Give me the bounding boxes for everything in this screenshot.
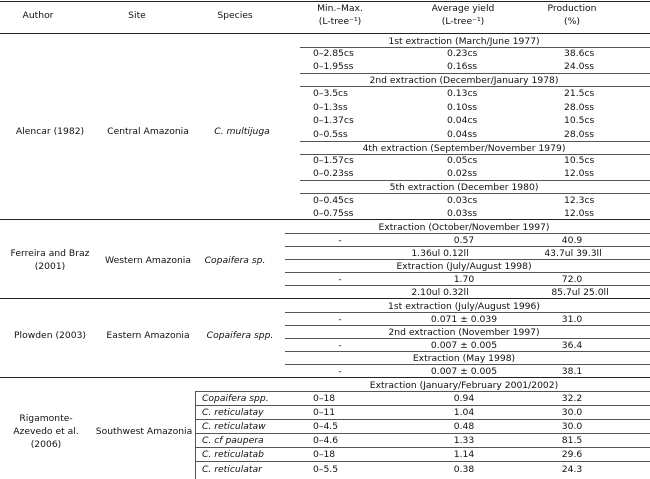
site-cell: Southwest Amazonia [95, 426, 193, 437]
species-cell: Copaifera sp. [204, 255, 266, 266]
minmax-cell: 0–4.6 [313, 435, 339, 446]
minmax-cell: 0–11 [313, 407, 336, 418]
species-cell: Copaifera spp. [206, 330, 274, 341]
minmax-cell: 0–3.5cs [313, 88, 348, 99]
site-cell: Eastern Amazonia [106, 330, 190, 341]
minmax-cell: 0–2.85cs [313, 48, 354, 59]
avg-cell: 0.04ss [447, 129, 478, 140]
avg-cell: 0.23cs [447, 48, 478, 59]
avg-cell: 0.10ss [447, 102, 478, 113]
avg-range-cell: 2.10ul 0.32ll [411, 287, 469, 298]
prod-cell: 30.0 [561, 407, 583, 418]
author-cell-line2: Azevedo et al. [13, 426, 79, 437]
avg-cell: 0.57 [453, 235, 475, 246]
avg-cell: 0.16ss [447, 61, 478, 72]
minmax-cell: 0–5.5 [313, 464, 339, 475]
prod-cell: 36.4 [561, 340, 583, 351]
minmax-cell: - [338, 366, 342, 377]
avg-cell: 1.33 [453, 435, 475, 446]
header-minmax-unit: (L-tree⁻¹) [318, 16, 362, 27]
prod-cell: 72.0 [561, 274, 583, 285]
prod-cell: 12.0ss [564, 208, 595, 219]
avg-cell: 0.04cs [447, 115, 478, 126]
prod-cell: 10.5cs [564, 115, 595, 126]
table-top-rule [0, 1, 650, 2]
prod-cell: 21.5cs [564, 88, 595, 99]
prod-cell: 32.2 [561, 393, 583, 404]
header-production: Production [547, 3, 597, 14]
species-cell: Copaifera spp. [202, 393, 269, 404]
author-cell-line3: (2006) [30, 439, 62, 450]
minmax-cell: 0–1.3ss [313, 102, 348, 113]
minmax-cell: 0–0.45cs [313, 195, 354, 206]
minmax-cell: 0–1.95ss [313, 61, 354, 72]
author-cell: Plowden (2003) [13, 330, 87, 341]
avg-cell: 0.007 ± 0.005 [430, 366, 498, 377]
extraction-label: Extraction (July/August 1998) [396, 261, 532, 272]
author-cell-line2: (2001) [34, 261, 66, 272]
avg-cell: 0.05cs [447, 155, 478, 166]
author-cell: Ferreira and Braz [10, 248, 90, 259]
avg-cell: 0.03cs [447, 195, 478, 206]
prod-cell: 12.3cs [564, 195, 595, 206]
prod-cell: 24.0ss [564, 61, 595, 72]
extraction-label: Extraction (October/November 1997) [378, 222, 550, 233]
extraction-label: 5th extraction (December 1980) [389, 182, 539, 193]
extraction-label: Extraction (May 1998) [412, 353, 516, 364]
group-divider [0, 377, 650, 378]
minmax-cell: 0–4.5 [313, 421, 339, 432]
species-cell: C. reticulatar [202, 464, 262, 475]
author-cell: Alencar (1982) [15, 126, 85, 137]
prod-range-cell: 85.7ul 25.0ll [551, 287, 609, 298]
extraction-label: 1st extraction (March/June 1977) [388, 36, 540, 47]
prod-cell: 40.9 [561, 235, 583, 246]
prod-cell: 10.5cs [564, 155, 595, 166]
species-cell: C. cf paupera [202, 435, 264, 446]
minmax-cell: - [338, 274, 342, 285]
species-cell: C. reticulatab [202, 449, 264, 460]
group-divider [0, 298, 650, 299]
avg-cell: 0.94 [453, 393, 475, 404]
avg-cell: 0.13cs [447, 88, 478, 99]
avg-cell: 0.03ss [447, 208, 478, 219]
avg-cell: 0.02ss [447, 168, 478, 179]
prod-cell: 12.0ss [564, 168, 595, 179]
header-bottom-rule [0, 33, 650, 34]
minmax-cell: - [338, 314, 342, 325]
prod-range-cell: 43.7ul 39.3ll [544, 248, 602, 259]
prod-cell: 30.0 [561, 421, 583, 432]
prod-cell: 29.6 [561, 449, 583, 460]
header-minmax: Min.–Max. [317, 3, 363, 14]
prod-cell: 38.1 [561, 366, 583, 377]
minmax-cell: - [338, 340, 342, 351]
avg-cell: 1.14 [453, 449, 475, 460]
group-divider [0, 219, 650, 220]
site-cell: Central Amazonia [107, 126, 189, 137]
avg-cell: 0.48 [453, 421, 475, 432]
avg-cell: 1.70 [453, 274, 475, 285]
prod-cell: 28.0ss [564, 129, 595, 140]
prod-cell: 28.0ss [564, 102, 595, 113]
header-average-yield-unit: (L-tree⁻¹) [441, 16, 485, 27]
avg-cell: 0.007 ± 0.005 [430, 340, 498, 351]
avg-cell: 0.071 ± 0.039 [430, 314, 498, 325]
prod-cell: 31.0 [561, 314, 583, 325]
minmax-cell: 0–0.75ss [313, 208, 354, 219]
extraction-label: Extraction (January/February 2001/2002) [369, 380, 559, 391]
extraction-label: 2nd extraction (November 1997) [388, 327, 540, 338]
header-average-yield: Average yield [431, 3, 495, 14]
header-production-unit: (%) [564, 16, 580, 27]
minmax-cell: 0–18 [313, 449, 336, 460]
avg-cell: 0.38 [453, 464, 475, 475]
minmax-cell: - [338, 235, 342, 246]
avg-range-cell: 1.36ul 0.12ll [411, 248, 469, 259]
author-cell: Rigamonte- [19, 413, 73, 424]
prod-cell: 81.5 [561, 435, 583, 446]
minmax-cell: 0–18 [313, 393, 336, 404]
avg-cell: 1.04 [453, 407, 475, 418]
minmax-cell: 0–1.37cs [313, 115, 354, 126]
minmax-cell: 0–1.57cs [313, 155, 354, 166]
extraction-label: 2nd extraction (December/January 1978) [369, 75, 559, 86]
species-cell: C. multijuga [214, 126, 270, 137]
prod-cell: 24.3 [561, 464, 583, 475]
header-site: Site [128, 10, 146, 21]
minmax-cell: 0–0.23ss [313, 168, 354, 179]
extraction-label: 4th extraction (September/November 1979) [362, 143, 566, 154]
prod-cell: 38.6cs [564, 48, 595, 59]
extraction-label: 1st extraction (July/August 1996) [388, 301, 540, 312]
species-cell: C. reticulatay [202, 407, 264, 418]
site-cell: Western Amazonia [105, 255, 191, 266]
header-author: Author [22, 10, 54, 21]
minmax-cell: 0–0.5ss [313, 129, 348, 140]
header-species: Species [217, 10, 253, 21]
species-cell: C. reticulataw [202, 421, 266, 432]
